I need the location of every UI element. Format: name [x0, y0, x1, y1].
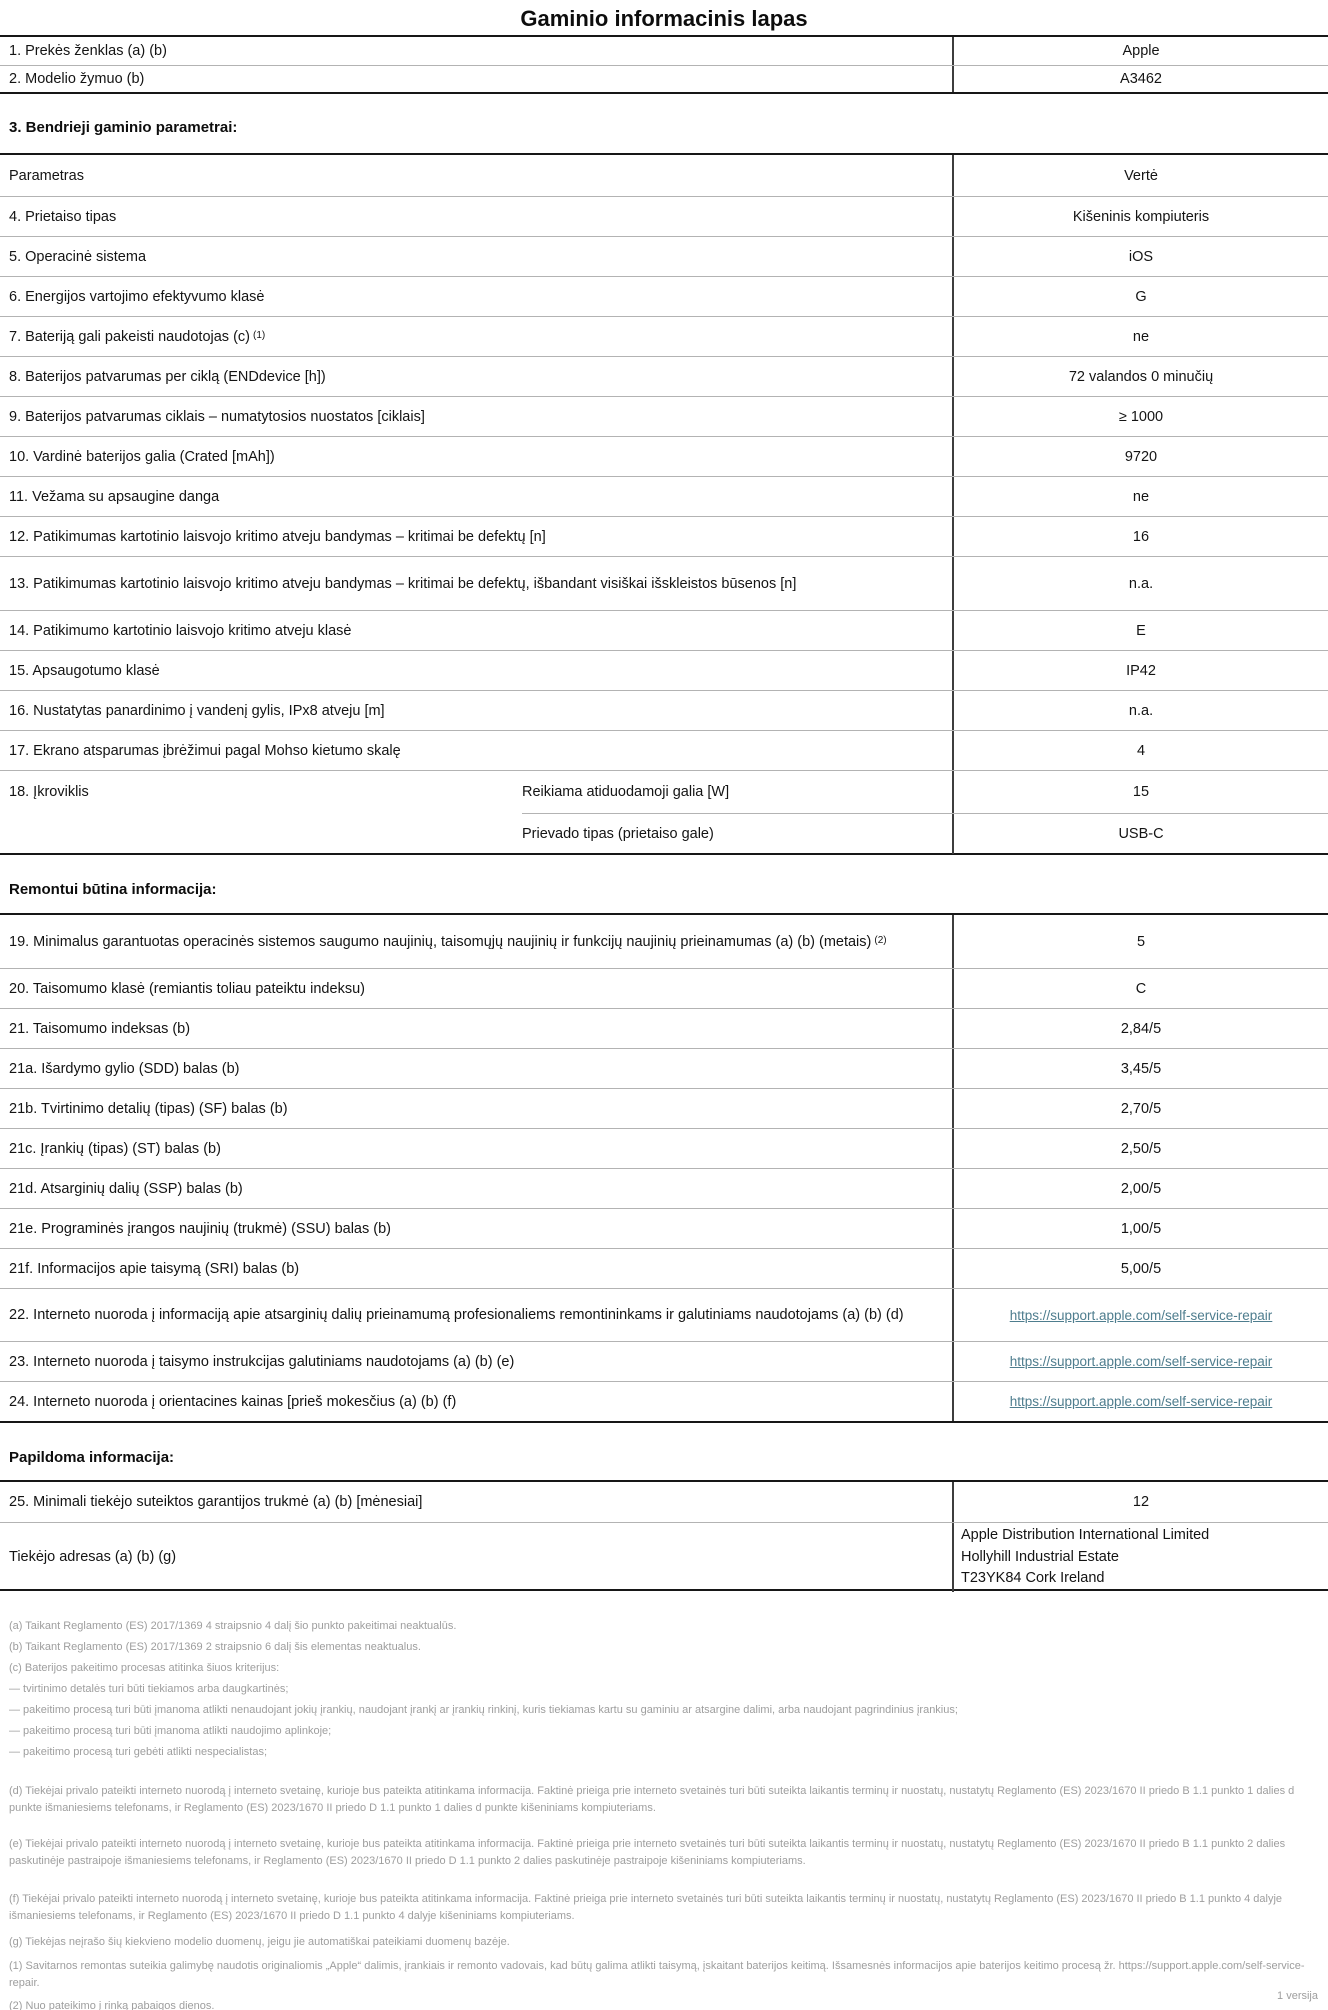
row-value: C [952, 969, 1328, 1008]
row-label: 21e. Programinės įrangos naujinių (trukmė) (SSU) balas (b) [9, 1220, 391, 1237]
address-line: Apple Distribution International Limited [961, 1527, 1210, 1543]
table-row [0, 556, 1328, 610]
column-header-parameter: Parametras [9, 167, 84, 184]
table-row [0, 516, 1328, 556]
row-label: 23. Interneto nuoroda į taisymo instrukcijas galutiniams naudotojams (a) (b) (e) [9, 1353, 515, 1370]
table-row [0, 1168, 1328, 1208]
footnote-f: (f) Tiekėjai privalo pateikti interneto nuorodą į interneto svetainę, kurioje bus pateikta atitinkama informacija. Faktinė prieiga prie interneto svetainės turi būti suteikta laikantis terminų ir nuostatų, nustatytų Reglamento (ES) 2023/1670 II priedo B 1.1 punkto 4 dalyje išmaniesiems telefonams, ir Reglamento (ES) 2023/1670 II priedo D 1.1 punkto 4 dalyje kišeniniams kompiuteriams. [9, 1893, 1283, 1922]
row-label: 21f. Informacijos apie taisymą (SRI) balas (b) [9, 1260, 300, 1277]
table-row [0, 436, 1328, 476]
row-label: 11. Vežama su apsaugine danga [9, 488, 220, 505]
row-value: A3462 [952, 66, 1328, 93]
row-value: ≥ 1000 [952, 397, 1328, 436]
row-label: 21. Taisomumo indeksas (b) [9, 1020, 191, 1037]
row-label: 22. Interneto nuoroda į informaciją apie atsarginių dalių prieinamumą profesionaliems remontininkams ir galutiniams naudotojams (a) (b) (d) [9, 1307, 904, 1323]
sub-row-value: USB-C [952, 814, 1328, 855]
row-value: 2,00/5 [952, 1169, 1328, 1208]
row-label: 10. Vardinė baterijos galia (Crated [mAh]) [9, 448, 275, 465]
supplier-address [952, 1523, 1328, 1592]
charger-sub-rows [522, 771, 1328, 854]
general-parameters-table [0, 153, 1328, 855]
row-label: 21a. Išardymo gylio (SDD) balas (b) [9, 1060, 240, 1077]
table-row [0, 968, 1328, 1008]
row-value [952, 1382, 1328, 1421]
table-row [0, 1128, 1328, 1168]
row-label: 20. Taisomumo klasė (remiantis toliau pateiktu indeksu) [9, 980, 365, 997]
table-row [0, 730, 1328, 770]
table-row [0, 650, 1328, 690]
footnote-c: (c) Baterijos pakeitimo procesas atitinka šiuos kriterijus: [9, 1662, 280, 1674]
address-line: T23YK84 Cork Ireland [961, 1570, 1105, 1586]
table-row [0, 196, 1328, 236]
support-link[interactable]: https://support.apple.com/self-service-repair [1009, 1354, 1273, 1369]
support-link[interactable]: https://support.apple.com/self-service-repair [1009, 1394, 1273, 1409]
table-row [0, 1008, 1328, 1048]
charger-row [0, 770, 1328, 853]
row-label: 21b. Tvirtinimo detalių (tipas) (SF) balas (b) [9, 1100, 288, 1117]
row-value [952, 1342, 1328, 1381]
table-row [0, 476, 1328, 516]
row-label: 6. Energijos vartojimo efektyvumo klasė [9, 288, 265, 305]
additional-information-table [0, 1480, 1328, 1591]
version-label: 1 versija [1277, 1990, 1318, 2002]
row-value: ne [952, 317, 1328, 356]
row-label: 21c. Įrankių (tipas) (ST) balas (b) [9, 1140, 221, 1157]
footnote-d: (d) Tiekėjai privalo pateikti interneto nuorodą į interneto svetainę, kurioje bus pateikta atitinkama informacija. Faktinė prieiga prie interneto svetainės turi būti suteikta laikantis terminų ir nuostatų, nustatytų Reglamento (ES) 2023/1670 II priedo B 1.1 punkto 1 dalies d punkte išmaniesiems telefonams, ir Reglamento (ES) 2023/1670 II priedo D 1.1 punkto 1 dalies d punkte kišeniniams kompiuteriams. [9, 1785, 1295, 1814]
row-value: Apple [952, 37, 1328, 65]
table-row [0, 356, 1328, 396]
footnote-2: (2) Nuo pateikimo į rinką pabaigos dienos. [9, 2000, 215, 2010]
row-label: 15. Apsaugotumo klasė [9, 662, 160, 679]
table-header-row [0, 155, 1328, 196]
table-row [0, 65, 1328, 93]
table-row [0, 316, 1328, 356]
sub-row-label: Reikiama atiduodamoji galia [W] [522, 783, 730, 800]
row-value: G [952, 277, 1328, 316]
sub-row-label: Prievado tipas (prietaiso gale) [522, 825, 714, 842]
row-value: 2,50/5 [952, 1129, 1328, 1168]
row-value: 2,70/5 [952, 1089, 1328, 1128]
table-row [0, 1048, 1328, 1088]
table-row [0, 1482, 1328, 1522]
row-value: 1,00/5 [952, 1209, 1328, 1248]
row-label: 16. Nustatytas panardinimo į vandenį gylis, IPx8 atveju [m] [9, 702, 385, 719]
row-label: 1. Prekės ženklas (a) (b) [9, 42, 167, 59]
table-row [0, 1088, 1328, 1128]
row-label: 12. Patikimumas kartotinio laisvojo kritimo atveju bandymas – kritimai be defektų [n] [9, 528, 546, 545]
row-label: 9. Baterijos patvarumas ciklais – numatytosios nuostatos [ciklais] [9, 408, 425, 425]
row-value: 4 [952, 731, 1328, 770]
sub-row-value: 15 [952, 771, 1328, 813]
charger-sub-row [522, 813, 1328, 855]
table-row [0, 610, 1328, 650]
row-label: 21d. Atsarginių dalių (SSP) balas (b) [9, 1180, 243, 1197]
footnote-e: (e) Tiekėjai privalo pateikti interneto nuorodą į interneto svetainę, kurioje bus pateikta atitinkama informacija. Faktinė prieiga prie interneto svetainės turi būti suteikta laikantis terminų ir nuostatų, nustatytų Reglamento (ES) 2023/1670 II priedo B 1.1 punkto 2 dalies paskutinėje pastraipoje išmaniesiems telefonams, ir Reglamento (ES) 2023/1670 II priedo D 1.1 punkto 2 dalies paskutinėje pastraipoje kišeniniams kompiuteriams. [9, 1838, 1286, 1867]
row-value: 72 valandos 0 minučių [952, 357, 1328, 396]
additional-information-heading: Papildoma informacija: [9, 1449, 175, 1466]
row-value: iOS [952, 237, 1328, 276]
row-value: E [952, 611, 1328, 650]
table-row [0, 37, 1328, 65]
footnote-g: (g) Tiekėjas neįrašo šių kiekvieno modelio duomenų, jeigu jie automatiškai pateikiami duomenų bazėje. [9, 1936, 510, 1948]
row-label-text: 19. Minimalus garantuotas operacinės sistemos saugumo naujinių, taisomųjų naujinių ir funkcijų naujinių prieinamumas (a) (b) (metais) [9, 933, 872, 950]
charger-label: 18. Įkroviklis [9, 784, 89, 800]
row-value: 16 [952, 517, 1328, 556]
footnote-a: (a) Taikant Reglamento (ES) 2017/1369 4 straipsnio 4 dalį šio punkto pakeitimai neaktualūs. [9, 1620, 457, 1632]
row-value [952, 1289, 1328, 1341]
row-label-text: 7. Bateriją gali pakeisti naudotojas (c) [9, 328, 250, 345]
row-label: Tiekėjo adresas (a) (b) (g) [9, 1549, 177, 1566]
table-row [0, 1341, 1328, 1381]
row-label: 17. Ekrano atsparumas įbrėžimui pagal Mohso kietumo skalę [9, 742, 401, 759]
row-value: ne [952, 477, 1328, 516]
row-label: 14. Patikimumo kartotinio laisvojo kritimo atveju klasė [9, 622, 352, 639]
table-row [0, 690, 1328, 730]
footnote-1: (1) Savitarnos remontas suteikia galimybę naudotis originaliomis „Apple“ dalimis, įrankiais ir remonto vadovais, kad būtų galima atlikti taisymą, įskaitant baterijos keitimą. Išsamesnės informacijos apie baterijos keitimo procesą žr. https://support.apple.com/self-service-repair. [9, 1960, 1305, 1989]
table-row [0, 276, 1328, 316]
address-line: Hollyhill Industrial Estate [961, 1548, 1119, 1565]
row-label: 25. Minimali tiekėjo suteiktos garantijos trukmė (a) (b) [mėnesiai] [9, 1494, 423, 1510]
supplier-address-row [0, 1522, 1328, 1589]
row-value: n.a. [952, 557, 1328, 610]
row-label: 7. Bateriją gali pakeisti naudotojas (c) $^{(1)}$ [9, 328, 266, 345]
charger-sub-row [522, 771, 1328, 813]
table-row [0, 236, 1328, 276]
support-link[interactable]: https://support.apple.com/self-service-repair [1009, 1307, 1273, 1323]
row-value: n.a. [952, 691, 1328, 730]
footnote-c-item: — tvirtinimo detalės turi būti tiekiamos arba daugkartinės; [9, 1683, 289, 1695]
repair-information-heading: Remontui būtina informacija: [9, 881, 217, 898]
identification-table [0, 35, 1328, 94]
table-row [0, 1288, 1328, 1341]
footnote-c-item: — pakeitimo procesą turi būti įmanoma atlikti nenaudojant jokių įrankių, naudojant įrankį ar įrankių rinkinį, kuris tiekiamas kartu su gaminiu ar atsargine dalimi, arba naudojant pagrindinius įrankius; [9, 1704, 958, 1716]
row-value: IP42 [952, 651, 1328, 690]
column-header-value: Vertė [952, 155, 1328, 196]
row-value: 5 [952, 915, 1328, 968]
row-value: 5,00/5 [952, 1249, 1328, 1288]
table-row [0, 396, 1328, 436]
row-value: 12 [952, 1482, 1328, 1522]
row-value: 3,45/5 [952, 1049, 1328, 1088]
footnotes-section [0, 1619, 1328, 2010]
row-value: 9720 [952, 437, 1328, 476]
repair-information-table [0, 913, 1328, 1423]
row-value: 2,84/5 [952, 1009, 1328, 1048]
row-label: 4. Prietaiso tipas [9, 208, 117, 225]
table-row [0, 1208, 1328, 1248]
table-row [0, 915, 1328, 968]
row-label: 19. Minimalus garantuotas operacinės sistemos saugumo naujinių, taisomųjų naujinių ir funkcijų naujinių prieinamumas (a) (b) (metais) $^{(2)}$ [9, 933, 887, 950]
row-label: 24. Interneto nuoroda į orientacines kainas [prieš mokesčius (a) (b) (f) [9, 1393, 457, 1410]
row-value: Kišeninis kompiuteris [952, 197, 1328, 236]
row-label: 5. Operacinė sistema [9, 248, 147, 265]
page-title: Gaminio informacinis lapas [520, 6, 808, 31]
footnote-c-item: — pakeitimo procesą turi būti įmanoma atlikti naudojimo aplinkoje; [9, 1725, 332, 1737]
general-parameters-heading: 3. Bendrieji gaminio parametrai: [9, 119, 238, 136]
row-label: 13. Patikimumas kartotinio laisvojo kritimo atveju bandymas – kritimai be defektų, išbandant visiškai išskleistos būsenos [n] [9, 575, 797, 592]
row-label: 8. Baterijos patvarumas per ciklą (ENDdevice [h]) [9, 368, 326, 385]
table-row [0, 1248, 1328, 1288]
footnote-c-item: — pakeitimo procesą turi gebėti atlikti nespecialistas; [9, 1746, 268, 1758]
footnote-b: (b) Taikant Reglamento (ES) 2017/1369 2 straipsnio 6 dalį šis elementas neaktualus. [9, 1641, 421, 1653]
row-label: 2. Modelio žymuo (b) [9, 70, 145, 87]
table-row [0, 1381, 1328, 1421]
